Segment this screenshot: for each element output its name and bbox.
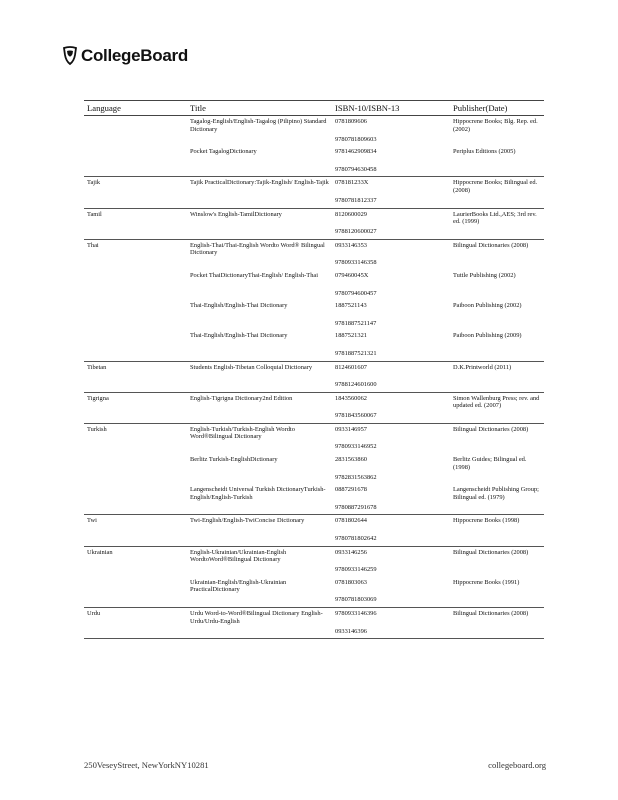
table-row <box>84 546 544 577</box>
isbn-13: 9782831563862 <box>335 473 377 481</box>
cell-publisher: Bilingual Dictionaries (2008) <box>450 239 544 270</box>
isbn-10: 9780933146396 <box>335 610 377 617</box>
table-row <box>84 330 544 361</box>
cell-language: Urdu <box>84 608 187 639</box>
cell-title: Tajik PracticalDictionary:Tajik-English/ English-Tajik <box>187 177 332 208</box>
table-row <box>84 515 544 546</box>
header-title: Title <box>187 101 332 116</box>
isbn-10: 9781462909834 <box>335 148 377 156</box>
isbn-13: 9781887521147 <box>335 319 377 327</box>
cell-publisher: Paiboon Publishing (2002) <box>453 302 522 310</box>
cell-isbn <box>332 608 450 639</box>
header-language: Language <box>84 101 187 116</box>
isbn-13: 9780781812337 <box>335 196 377 204</box>
table-row <box>84 270 544 300</box>
cell-isbn <box>332 330 450 361</box>
cell-isbn <box>332 116 450 147</box>
cell-title: Urdu Word-to-Word®Bilingual Dictionary English-Urdu/Urdu-English <box>187 608 332 639</box>
cell-isbn <box>332 546 450 577</box>
cell-isbn <box>332 361 450 392</box>
cell-language <box>84 270 187 300</box>
isbn-13: 9780933146259 <box>335 566 377 574</box>
acorn-shield-icon <box>62 46 78 66</box>
cell-title: Pocket ThaiDictionaryThai-English/ English-Thai <box>190 271 319 279</box>
isbn-13: 0933146396 <box>335 627 367 635</box>
cell-publisher: Paiboon Publishing (2009) <box>453 332 522 340</box>
cell-language <box>84 454 187 484</box>
cell-title: English-Ukrainian/Ukrainian-English WordtoWord®Bilingual Dictionary <box>187 546 332 577</box>
cell-language: Tajik <box>84 177 187 208</box>
isbn-10: 0933146256 <box>335 548 367 556</box>
cell-title: English-Turkish/Turkish-English Wordto Word®Bilingual Dictionary <box>187 423 332 454</box>
isbn-10: 0781809606 <box>335 118 367 125</box>
isbn-13: 9780933146358 <box>335 259 377 267</box>
isbn-10: 1887521143 <box>335 302 367 310</box>
isbn-10: 0933146957 <box>335 425 367 433</box>
footer-site: collegeboard.org <box>488 760 546 770</box>
cell-isbn <box>332 270 450 300</box>
cell-title: Winslow's English-TamilDictionary <box>187 208 332 239</box>
isbn-10: 0781802644 <box>335 517 367 525</box>
isbn-13: 9780887291678 <box>335 503 377 511</box>
cell-title: Students English-Tibetan Colloquial Dictionary <box>187 361 332 392</box>
isbn-13: 9780781802642 <box>335 535 377 543</box>
cell-language: Tigrigna <box>84 392 187 423</box>
cell-title: Pocket TagalogDictionary <box>190 148 257 156</box>
isbn-13: 9781887521321 <box>335 349 377 357</box>
isbn-10: 078181233X <box>335 179 369 187</box>
cell-isbn <box>332 300 450 330</box>
table-row <box>84 454 544 484</box>
isbn-10: 0933146353 <box>335 241 367 249</box>
cell-language: Turkish <box>84 423 187 454</box>
footer-address: 250VeseyStreet, NewYorkNY10281 <box>84 760 209 770</box>
table-row <box>84 208 544 239</box>
isbn-10: 079460045X <box>335 271 369 279</box>
table-row <box>84 608 544 639</box>
isbn-13: 9780781809603 <box>335 135 377 143</box>
cell-isbn <box>332 208 450 239</box>
cell-publisher: Hippocrene Books; Bilingual ed. (2008) <box>450 177 544 208</box>
cell-title: English-Tigrigna Dictionary2nd Edition <box>187 392 332 423</box>
cell-title: Langenscheidt Universal Turkish DictionaryTurkish-English/English-Turkish <box>190 486 326 501</box>
cell-publisher: Bilingual Dictionaries (2008) <box>450 608 544 639</box>
cell-language: Thai <box>84 239 187 270</box>
table-row <box>84 392 544 423</box>
cell-publisher: Hippocrene Books (1991) <box>453 578 520 586</box>
cell-isbn <box>332 423 450 454</box>
cell-publisher: Langenscheidt Publishing Group; Bilingual ed. (1979) <box>453 486 539 501</box>
table-header-row <box>84 101 544 116</box>
cell-title: Twi-English/English-TwiConcise Dictionary <box>187 515 332 546</box>
cell-publisher: Hippocrene Books; Blg. Rep. ed. (2002) <box>453 118 538 133</box>
cell-isbn <box>332 392 450 423</box>
cell-publisher: Hippocrene Books (1998) <box>450 515 544 546</box>
cell-language: Twi <box>84 515 187 546</box>
cell-language <box>84 146 187 177</box>
header-isbn: ISBN-10/ISBN-13 <box>332 101 450 116</box>
cell-language <box>84 330 187 361</box>
cell-isbn <box>332 146 450 177</box>
isbn-13: 9788120600027 <box>335 228 377 236</box>
table-row <box>84 484 544 515</box>
cell-language <box>84 577 187 608</box>
table-row <box>84 116 544 147</box>
table-row <box>84 300 544 330</box>
cell-isbn <box>332 515 450 546</box>
header-publisher: Publisher(Date) <box>450 101 544 116</box>
isbn-10: 2831563860 <box>335 456 367 464</box>
isbn-13: 9781843560067 <box>335 412 377 420</box>
isbn-10: 0781803063 <box>335 578 367 586</box>
isbn-10: 1843560062 <box>335 394 367 402</box>
table-row <box>84 423 544 454</box>
logo-text: CollegeBoard <box>81 46 188 65</box>
isbn-13: 9780781803069 <box>335 596 377 604</box>
isbn-13: 9780794630458 <box>335 165 377 173</box>
isbn-10: 0887291678 <box>335 486 367 494</box>
isbn-13: 9780933146952 <box>335 443 377 451</box>
table-row <box>84 146 544 177</box>
cell-publisher: LaurierBooks Ltd.,AES; 3rd rev. ed. (1999) <box>450 208 544 239</box>
cell-title: English-Thai/Thai-English Wordto Word® Bilingual Dictionary <box>187 239 332 270</box>
cell-language: Tibetan <box>84 361 187 392</box>
isbn-10: 8120600029 <box>335 210 367 218</box>
cell-language: Tamil <box>84 208 187 239</box>
cell-isbn <box>332 177 450 208</box>
cell-isbn <box>332 484 450 515</box>
college-board-logo <box>62 46 188 66</box>
isbn-10: 1887521321 <box>335 332 367 340</box>
cell-isbn <box>332 239 450 270</box>
cell-title: Thai-English/English-Thai Dictionary <box>190 332 288 340</box>
table-row <box>84 361 544 392</box>
cell-title: Berlitz Turkish-EnglishDictionary <box>190 456 278 464</box>
cell-language: Ukrainian <box>84 546 187 577</box>
table-row <box>84 177 544 208</box>
cell-publisher: Tuttle Publishing (2002) <box>453 271 516 279</box>
cell-publisher: Simon Wallenburg Press; rev. and updated ed. (2007) <box>450 392 544 423</box>
isbn-10: 8124601607 <box>335 363 367 371</box>
cell-publisher: Bilingual Dictionaries (2008) <box>450 423 544 454</box>
cell-publisher: Periplus Editions (2005) <box>453 148 516 156</box>
cell-title: Ukrainian-English/English-Ukrainian PracticalDictionary <box>190 578 287 594</box>
cell-title: Tagalog-English/English-Tagalog (Pilipino) Standard Dictionary <box>190 118 327 133</box>
cell-language <box>84 484 187 515</box>
isbn-13: 9780794600457 <box>335 289 377 297</box>
table-row <box>84 577 544 608</box>
cell-isbn <box>332 577 450 608</box>
cell-language <box>84 300 187 330</box>
isbn-13: 9788124601600 <box>335 381 377 389</box>
cell-isbn <box>332 454 450 484</box>
table-row <box>84 239 544 270</box>
cell-title: Thai-English/English-Thai Dictionary <box>190 302 288 310</box>
cell-language <box>84 116 187 147</box>
cell-publisher: Berlitz Guides; Bilingual ed. (1998) <box>453 456 527 471</box>
dictionary-table <box>84 100 544 639</box>
cell-publisher: D.K.Printworld (2011) <box>450 361 544 392</box>
cell-publisher: Bilingual Dictionaries (2008) <box>450 546 544 577</box>
